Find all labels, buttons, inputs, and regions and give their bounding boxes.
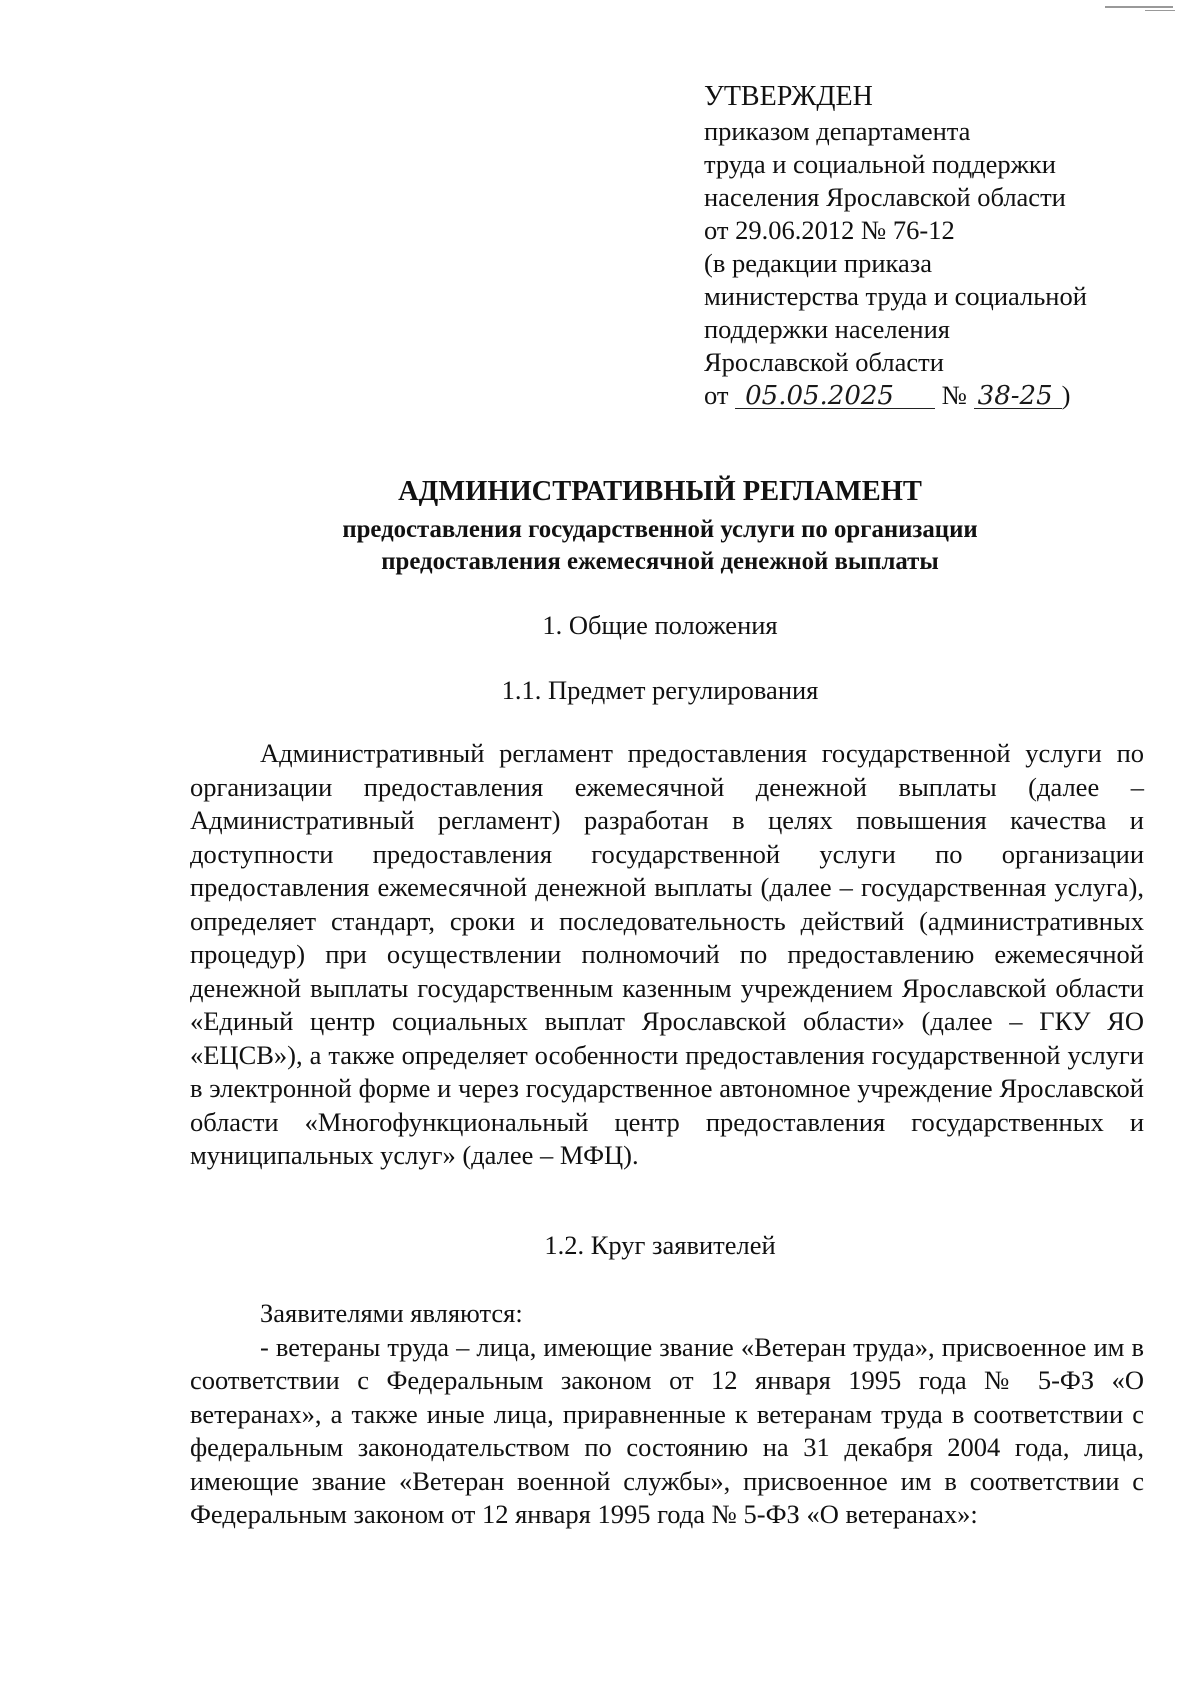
- paragraph-text: - ветераны труда – лица, имеющие звание «Ветеран труда», присвоенное им в соответствии с Федеральным законом от 12 января 1995 года № 5-ФЗ «О ветеранах», а также иные лица, приравненные к ветеранам труда в соответствии с федеральным законодательством по состоянию на 31 декабря 2004 года, лица, имеющие звание «Ветеран военной службы», присвоенное им в соответствии с Федеральным законом от 12 января 1995 года № 5-ФЗ «О ветеранах»:: [190, 1331, 1144, 1529]
- handwritten-number: 38-25: [974, 384, 1062, 409]
- sig-number-label: №: [941, 380, 968, 410]
- document-subtitle: [170, 514, 1150, 578]
- approval-line: населения Ярославской области: [704, 182, 1066, 212]
- approval-line: труда и социальной поддержки: [704, 149, 1056, 179]
- approval-stamp-block: [704, 80, 1144, 412]
- approval-signature-line: [704, 379, 1144, 412]
- paragraph-text: Заявителями являются:: [260, 1298, 523, 1328]
- scan-artifact: [1105, 6, 1173, 8]
- approval-title: УТВЕРЖДЕН: [704, 81, 873, 112]
- approval-line: приказом департамента: [704, 116, 971, 146]
- paragraph-subject: [190, 737, 1144, 1173]
- approval-line: (в редакции приказа: [704, 248, 932, 278]
- approval-line: поддержки населения: [704, 314, 950, 344]
- paragraph-applicants: [190, 1297, 1144, 1532]
- sig-close: ): [1061, 380, 1071, 410]
- sig-prefix: от: [704, 380, 729, 410]
- subtitle-line: предоставления ежемесячной денежной выплаты: [381, 548, 939, 575]
- subtitle-line: предоставления государственной услуги по организации: [342, 516, 978, 543]
- subsection-heading: 1.1. Предмет регулирования: [501, 675, 819, 705]
- scan-artifact: [1145, 10, 1175, 11]
- approval-line: от 29.06.2012 № 76-12: [704, 215, 955, 245]
- approval-line: министерства труда и социальной: [704, 281, 1087, 311]
- subsection-heading: 1.2. Круг заявителей: [544, 1230, 776, 1260]
- handwritten-date: 05.05.2025: [735, 384, 935, 409]
- document-title: АДМИНИСТРАТИВНЫЙ РЕГЛАМЕНТ: [398, 476, 922, 507]
- approval-line: Ярославской области: [704, 347, 944, 377]
- section-heading: 1. Общие положения: [542, 610, 778, 640]
- paragraph-text: Административный регламент предоставления государственной услуги по организации предоставления ежемесячной денежной выплаты (далее – Административный регламент) разработан в целях повышения качества и доступности предоставления государственной услуги по организации предоставления ежемесячной денежной выплаты (далее – государственная услуга), определяет стандарт, сроки и последовательность действий (административных процедур) при осуществлении полномочий по предоставлению ежемесячной денежной выплаты государственным казенным учреждением Ярославской области «Единый центр социальных выплат Ярославской области» (далее – ГКУ ЯО «ЕЦСВ»), а также определяет особенности предоставления государственной услуги в электронной форме и через государственное автономное учреждение Ярославской области «Многофункциональный центр предоставления государственных и муниципальных услуг» (далее – МФЦ).: [190, 738, 1144, 1170]
